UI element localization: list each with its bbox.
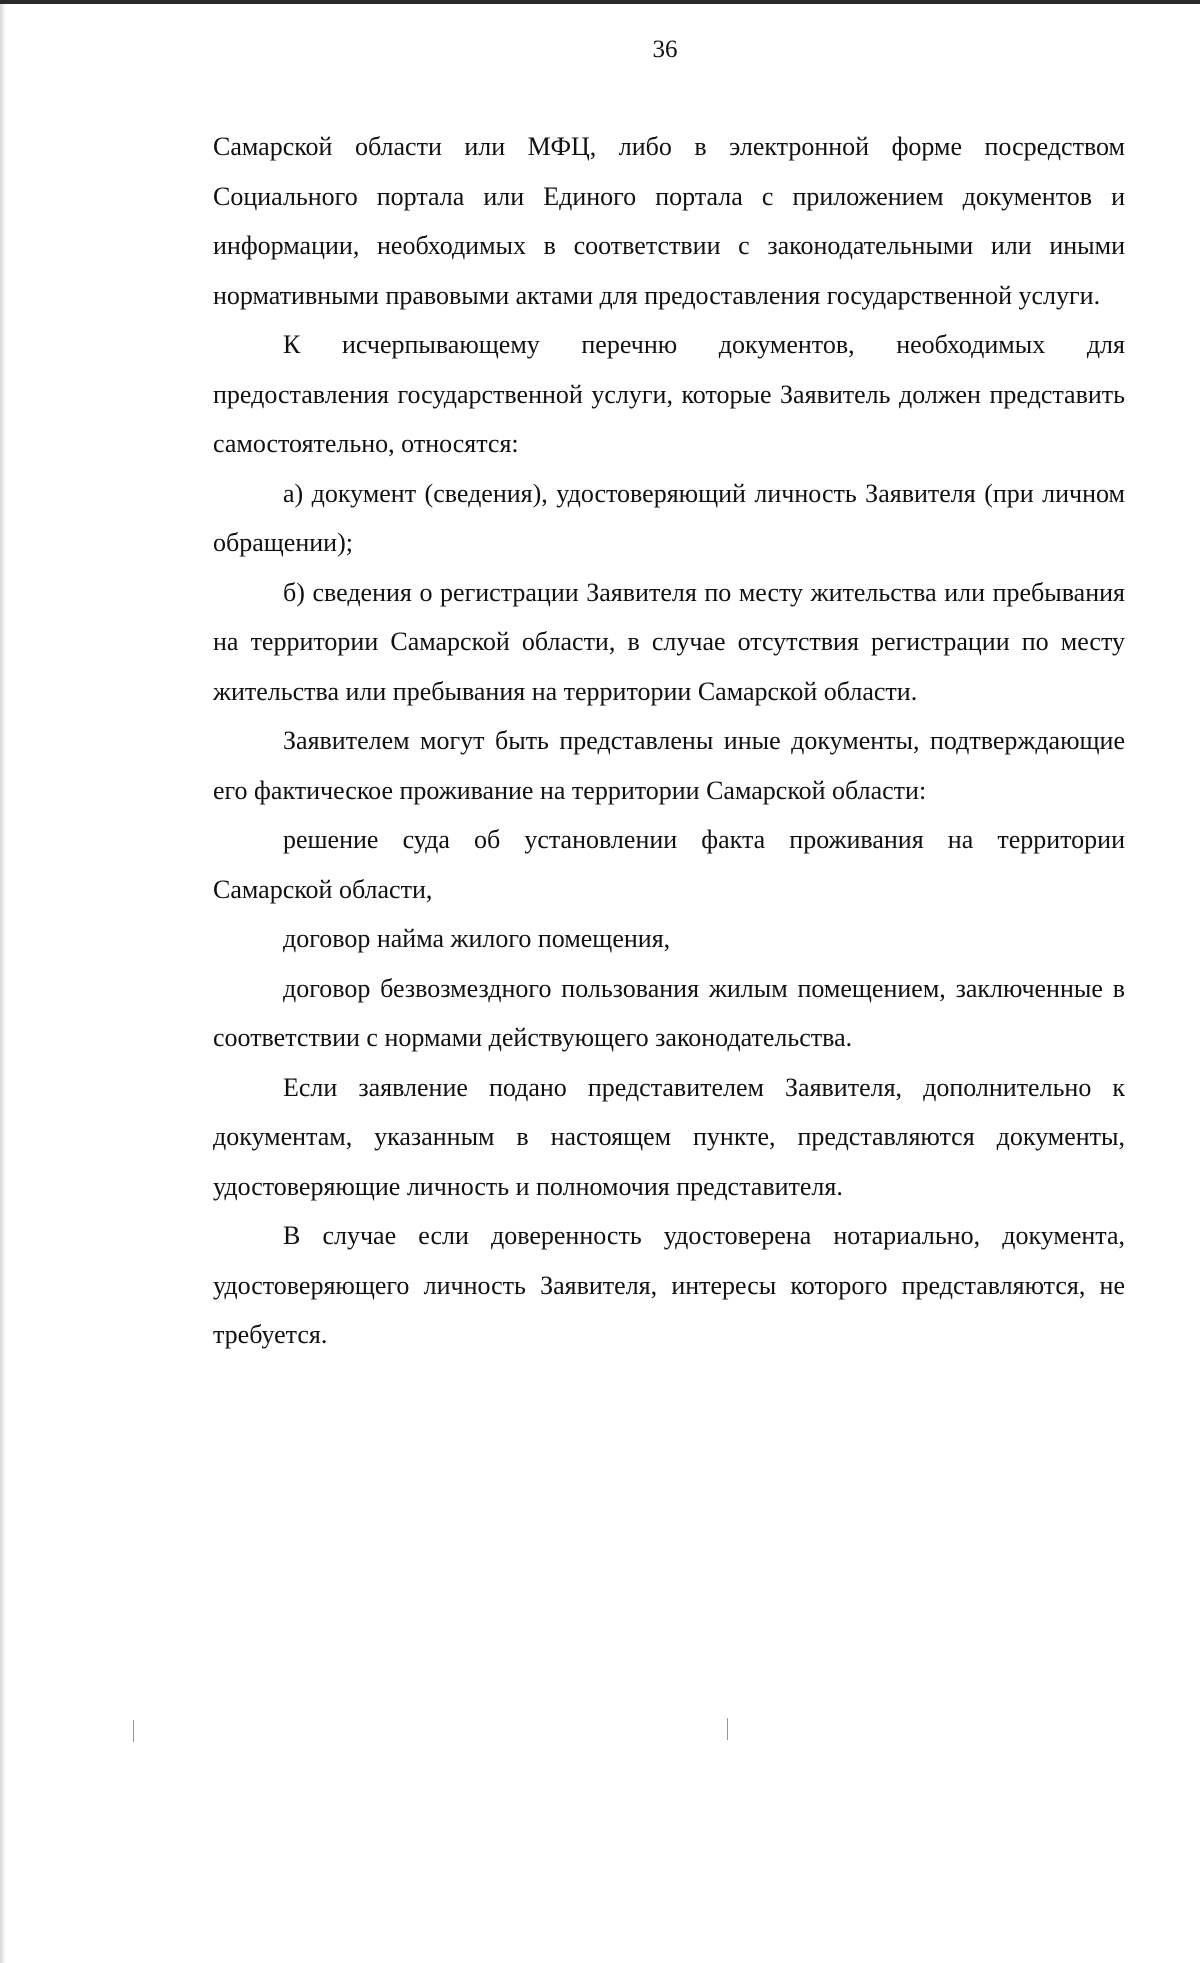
page-number: 36 [652,36,678,63]
document-body [213,122,1125,1360]
paragraph-other-documents: Заявителем могут быть представлены иные документы, подтверждающие его фактическое проживание на территории Самарской области: [213,726,1125,805]
scan-left-edge [0,4,6,1963]
paragraph-item-b: б) сведения о регистрации Заявителя по месту жительства или пребывания на территории Самарской области, в случае отсутствия регистрации по месту жительства или пребывания на территории Самарской области. [213,577,1125,706]
paragraph-representative: Если заявление подано представителем Заявителя, дополнительно к документам, указанным в настоящем пункте, представляются документы, удостоверяющие личность и полномочия представителя. [213,1072,1125,1201]
paragraph-documents-list-intro: К исчерпывающему перечню документов, необходимых для предоставления государственной услуги, которые Заявитель должен представить самостоятельно, относятся: [213,330,1125,458]
scan-mark-center [727,1718,728,1740]
paragraph-court-decision: решение суда об установлении факта проживания на территории Самарской области, [213,825,1125,904]
paragraph-continuation: Самарской области или МФЦ, либо в электронной форме посредством Социального портала или Единого портала с приложением документов и информации, необходимых в соответствии с законодательными или иными нормативными правовыми актами для предоставления государственной услуги. [213,132,1125,310]
paragraph-item-a: а) документ (сведения), удостоверяющий личность Заявителя (при личном обращении); [213,478,1125,557]
paragraph-lease-agreement: договор найма жилого помещения, [283,924,671,953]
scan-top-border [0,0,1200,4]
scan-mark-left [133,1720,134,1742]
paragraph-free-use-agreement: договор безвозмездного пользования жилым помещением, заключенные в соответствии с нормами действующего законодательства. [213,973,1125,1052]
paragraph-notarized-power: В случае если доверенность удостоверена нотариально, документа, удостоверяющего личность Заявителя, интересы которого представляются, не требуется. [213,1221,1125,1349]
